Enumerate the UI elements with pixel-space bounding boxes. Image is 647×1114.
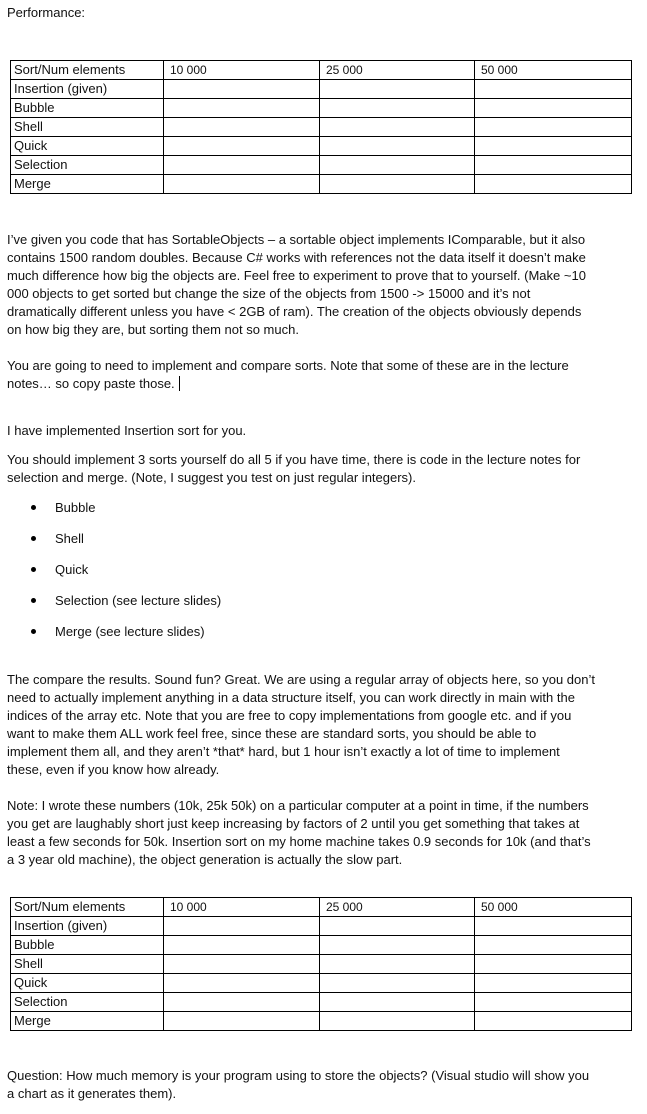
table-cell[interactable] [320, 955, 475, 974]
list-item-label: Quick [55, 562, 89, 577]
row-label[interactable]: Quick [11, 137, 164, 156]
table-cell[interactable] [475, 156, 632, 175]
table-cell[interactable] [320, 175, 475, 194]
table-cell[interactable] [164, 175, 320, 194]
row-label[interactable]: Selection [11, 156, 164, 175]
implement-paragraph [7, 357, 587, 393]
question-paragraph: Question: How much memory is your program using to store the objects? (Visual studio will show you a chart as it generates them). [7, 1068, 590, 1101]
table-cell[interactable] [164, 936, 320, 955]
bullet-icon [31, 629, 36, 634]
table-header-cell[interactable]: Sort/Num elements [11, 898, 164, 917]
table-cell[interactable] [320, 974, 475, 993]
table-cell[interactable] [164, 137, 320, 156]
table-header-cell[interactable]: Sort/Num elements [11, 61, 164, 80]
table-row [11, 936, 632, 955]
table-header-cell[interactable]: 50 000 [475, 61, 632, 80]
row-label[interactable]: Merge [11, 1012, 164, 1031]
row-label[interactable]: Shell [11, 955, 164, 974]
list-item [0, 492, 221, 523]
table-cell[interactable] [475, 137, 632, 156]
row-label[interactable]: Insertion (given) [11, 80, 164, 99]
table-row [11, 80, 632, 99]
table-row [11, 1012, 632, 1031]
table-header-cell[interactable]: 10 000 [164, 61, 320, 80]
table-cell[interactable] [320, 936, 475, 955]
list-item [0, 523, 221, 554]
table-header-cell[interactable]: 25 000 [320, 61, 475, 80]
table-cell[interactable] [320, 118, 475, 137]
implement-text: You are going to need to implement and compare sorts. Note that some of these are in the lecture notes… so copy paste those. [7, 358, 569, 391]
table-cell[interactable] [475, 917, 632, 936]
yourself-paragraph: You should implement 3 sorts yourself do all 5 if you have time, there is code in the lecture notes for selection and merge. (Note, I suggest you test on just regular integers). [7, 452, 581, 485]
table-row [11, 175, 632, 194]
table-cell[interactable] [164, 955, 320, 974]
table-cell[interactable] [164, 917, 320, 936]
table-cell[interactable] [320, 80, 475, 99]
intro-paragraph: I’ve given you code that has SortableObjects – a sortable object implements IComparable, but it also contains 1500 random doubles. Because C# works with references not the data itself it doesn’t make much difference how big the objects are. Feel free to experiment to prove that to yourself. (Make ~10 000 objects to get sorted but change the size of the objects from 1500 -> 15000 and it’s not dramatically different unless you have < 2GB of ram). The creation of the objects obviously depends on how big they are, but sorting them not so much. [7, 232, 586, 337]
table-header-cell[interactable]: 10 000 [164, 898, 320, 917]
table-row [11, 99, 632, 118]
bullet-icon [31, 598, 36, 603]
table-cell[interactable] [164, 1012, 320, 1031]
insertion-paragraph: I have implemented Insertion sort for you. [7, 423, 247, 438]
bullet-icon [31, 536, 36, 541]
list-item [0, 554, 221, 585]
row-label[interactable]: Selection [11, 993, 164, 1012]
row-label[interactable]: Quick [11, 974, 164, 993]
table-cell[interactable] [320, 993, 475, 1012]
row-label[interactable]: Merge [11, 175, 164, 194]
row-label[interactable]: Insertion (given) [11, 917, 164, 936]
table-cell[interactable] [320, 156, 475, 175]
row-label[interactable]: Bubble [11, 99, 164, 118]
table-cell[interactable] [320, 99, 475, 118]
table-cell[interactable] [164, 156, 320, 175]
table-cell[interactable] [320, 137, 475, 156]
list-item-label: Merge (see lecture slides) [55, 624, 205, 639]
table-cell[interactable] [475, 1012, 632, 1031]
table-cell[interactable] [164, 99, 320, 118]
bullet-icon [31, 505, 36, 510]
list-item [0, 585, 221, 616]
table-cell[interactable] [320, 917, 475, 936]
table-cell[interactable] [475, 974, 632, 993]
table-row [11, 974, 632, 993]
table-cell[interactable] [475, 955, 632, 974]
list-item [0, 616, 221, 647]
list-item-label: Selection (see lecture slides) [55, 593, 222, 608]
table-cell[interactable] [164, 974, 320, 993]
table-cell[interactable] [320, 1012, 475, 1031]
bullet-icon [31, 567, 36, 572]
table-cell[interactable] [164, 118, 320, 137]
table-header-row [11, 898, 632, 917]
table-cell[interactable] [475, 80, 632, 99]
performance-table-top [10, 60, 632, 194]
sort-list [0, 492, 221, 647]
text-cursor [179, 376, 180, 391]
compare-paragraph: The compare the results. Sound fun? Great. We are using a regular array of objects here, so you don’t need to actually implement anything in a data structure itself, you can work directly in main with the indices of the array etc. Note that you are free to copy implementations from google etc. and if you want to make them ALL work feel free, since these are standard sorts, you should be able to implement them all, and they aren’t *that* hard, but 1 hour isn’t exactly a lot of time to implement these, even if you know how already. [7, 672, 595, 777]
table-row [11, 993, 632, 1012]
table-row [11, 955, 632, 974]
table-row [11, 156, 632, 175]
page-heading: Performance: [7, 5, 86, 20]
performance-table-bottom [10, 897, 632, 1031]
table-cell[interactable] [164, 80, 320, 99]
table-row [11, 118, 632, 137]
table-cell[interactable] [475, 175, 632, 194]
table-header-row [11, 61, 632, 80]
row-label[interactable]: Bubble [11, 936, 164, 955]
table-header-cell[interactable]: 25 000 [320, 898, 475, 917]
table-cell[interactable] [164, 993, 320, 1012]
table-cell[interactable] [475, 936, 632, 955]
list-item-label: Bubble [55, 500, 96, 515]
list-item-label: Shell [55, 531, 84, 546]
row-label[interactable]: Shell [11, 118, 164, 137]
table-header-cell[interactable]: 50 000 [475, 898, 632, 917]
table-row [11, 137, 632, 156]
table-cell[interactable] [475, 118, 632, 137]
table-cell[interactable] [475, 993, 632, 1012]
table-cell[interactable] [475, 99, 632, 118]
note-paragraph: Note: I wrote these numbers (10k, 25k 50k) on a particular computer at a point in time, if the numbers you get are laughably short just keep increasing by factors of 2 until you get something that takes at least a few seconds for 50k. Insertion sort on my home machine takes 0.9 seconds for 10k (and that’s a 3 year old machine), the object generation is actually the slow part. [7, 798, 591, 867]
table-row [11, 917, 632, 936]
